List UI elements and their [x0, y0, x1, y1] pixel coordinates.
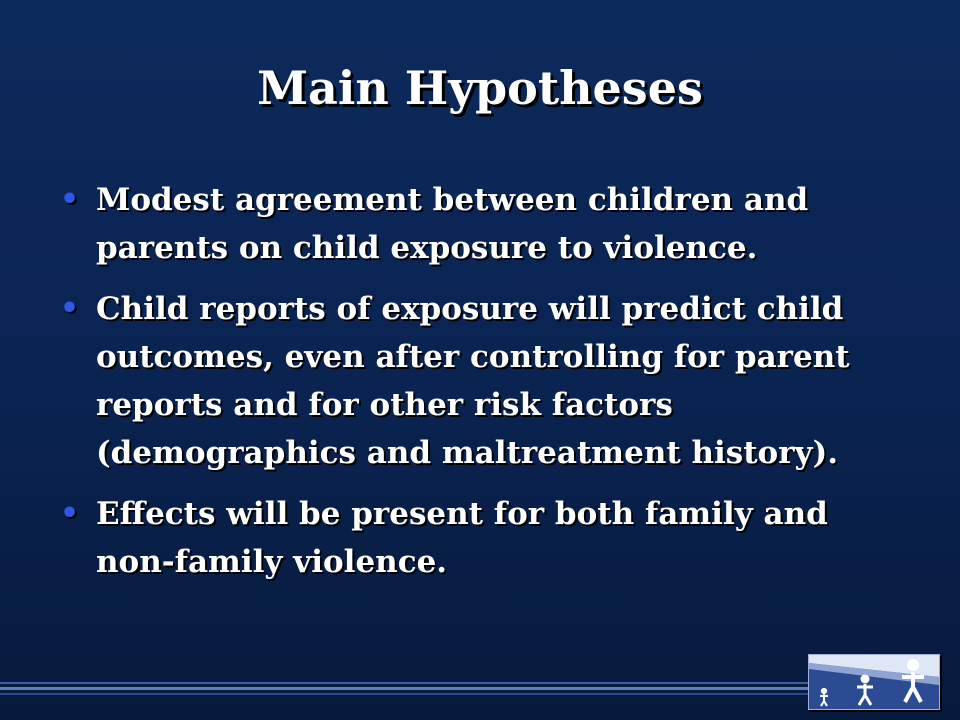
slide-title: Main Hypotheses [257, 61, 703, 115]
bullet-item [58, 285, 888, 477]
bullet-icon: • [60, 291, 80, 326]
bullet-icon: • [60, 496, 80, 531]
bullet-text: Child reports of exposure will predict child outcomes, even after controlling for parent reports and for other risk factors (demographics and maltreatment history). [96, 291, 850, 471]
bullet-text: Effects will be present for both family and non-family violence. [96, 496, 828, 580]
bullet-list [58, 176, 888, 599]
bullet-icon: • [60, 182, 80, 217]
three-figures-logo-icon [808, 654, 940, 710]
footer-divider [0, 682, 810, 698]
bullet-text: Modest agreement between children and parents on child exposure to violence. [96, 182, 809, 266]
bullet-item [58, 490, 888, 586]
bullet-item [58, 176, 888, 272]
